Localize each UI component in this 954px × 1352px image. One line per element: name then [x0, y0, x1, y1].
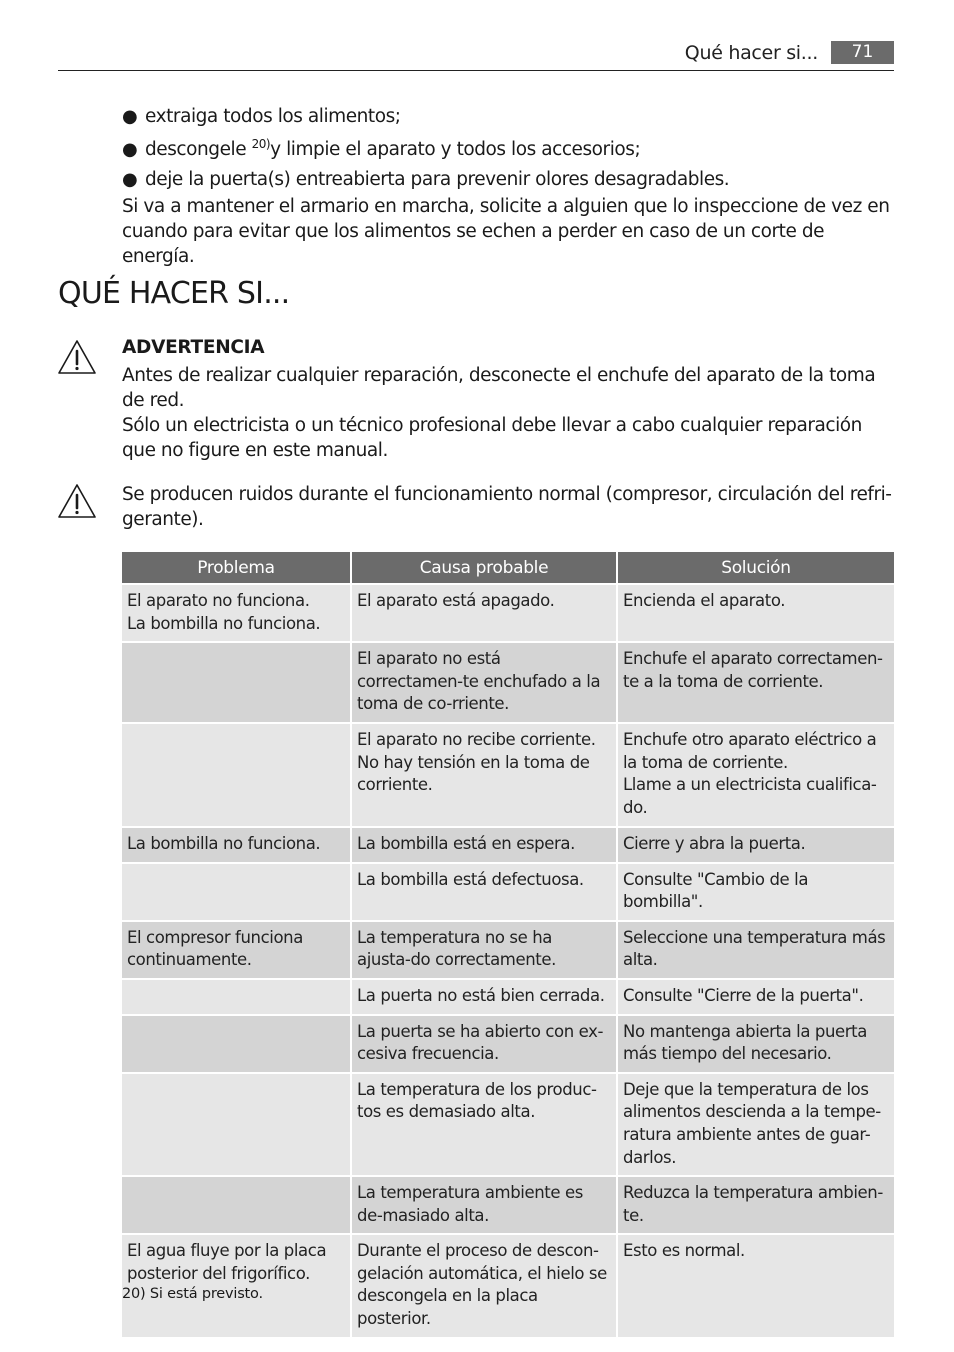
- solution-text: Enchufe el aparato correctamen-te a la toma de corriente.: [623, 649, 883, 691]
- column-header-cause: Causa probable: [352, 552, 616, 583]
- problem-cell: [122, 1016, 350, 1072]
- list-item: [122, 168, 892, 192]
- warning-text: Antes de realizar cualquier reparación, desconecte el enchufe del aparato de la toma de red.: [122, 365, 876, 411]
- solution-text: Reduzca la temperatura ambien-te.: [623, 1183, 883, 1225]
- cause-cell: [352, 1177, 616, 1233]
- table-row: [122, 1177, 894, 1233]
- bullet-icon: ●: [122, 169, 138, 190]
- warning-heading: ADVERTENCIA: [122, 337, 265, 358]
- solution-text: Consulte "Cambio de la bombilla".: [623, 869, 809, 912]
- page-number: 71: [831, 41, 894, 64]
- problem-text: El compresor funciona continuamente.: [127, 927, 303, 970]
- intro-paragraph: Si va a mantener el armario en marcha, solicite a alguien que lo inspeccione de vez en cuando para evitar que los alimentos se echen a perder en caso de un corte de energía.: [122, 196, 890, 267]
- table-header-row: [122, 552, 894, 583]
- table-row: [122, 980, 894, 1014]
- cause-cell: [352, 828, 616, 862]
- list-item: [122, 105, 892, 129]
- running-header: Qué hacer si...: [684, 42, 818, 64]
- cause-text: La temperatura ambiente es de-masiado alta.: [357, 1183, 583, 1225]
- footnote-reference: 20): [251, 137, 271, 151]
- solution-cell: [618, 585, 894, 641]
- cause-cell: [352, 724, 616, 826]
- cause-cell: [352, 1016, 616, 1072]
- table-row: [122, 922, 894, 978]
- table-row: [122, 864, 894, 920]
- table-row: [122, 828, 894, 862]
- cause-text: Durante el proceso de descon-gelación automática, el hielo se descongela en la placa posterior.: [357, 1241, 607, 1329]
- bullet-icon: ●: [122, 106, 138, 127]
- solution-cell: [618, 1235, 894, 1336]
- cause-cell: [352, 1235, 616, 1336]
- bullet-text: extraiga todos los alimentos;: [145, 106, 401, 127]
- table-row: [122, 724, 894, 826]
- solution-text: Encienda el aparato.: [623, 591, 786, 610]
- table-row: [122, 1074, 894, 1175]
- problem-text: La bombilla no funciona.: [127, 833, 321, 853]
- solution-cell: [618, 1177, 894, 1233]
- solution-text: Seleccione una temperatura más alta.: [623, 927, 886, 970]
- problem-cell: [122, 922, 350, 978]
- column-header-problem: Problema: [122, 552, 350, 583]
- cause-cell: [352, 585, 616, 641]
- column-header-solution: Solución: [618, 552, 894, 583]
- solution-text: Deje que la temperatura de los alimentos descienda a la tempe-ratura ambiente antes de guar-darlos.: [623, 1079, 881, 1167]
- cause-text: La temperatura de los produc-tos es demasiado alta.: [357, 1079, 597, 1122]
- solution-cell: [618, 864, 894, 920]
- cause-text: El aparato no está correctamen-te enchufado a la toma de co-rriente.: [357, 649, 601, 714]
- solution-text: Esto es normal.: [623, 1241, 745, 1261]
- solution-cell: [618, 1016, 894, 1072]
- solution-text: Enchufe otro aparato eléctrico a la toma de corriente. Llame a un electricista cualifica-do.: [623, 729, 877, 817]
- cause-cell: [352, 643, 616, 722]
- problem-cell: [122, 864, 350, 920]
- solution-text: Consulte "Cierre de la puerta".: [623, 985, 864, 1005]
- header-rule: [58, 70, 894, 71]
- problem-cell: [122, 828, 350, 862]
- warning-text: Sólo un electricista o un técnico profesional debe llevar a cabo cualquier reparación que no figure en este manual.: [122, 415, 862, 461]
- solution-cell: [618, 828, 894, 862]
- cause-cell: [352, 1074, 616, 1175]
- problem-cell: [122, 980, 350, 1014]
- bullet-icon: ●: [122, 139, 138, 160]
- bullet-text: descongele: [145, 139, 252, 160]
- table-row: [122, 1016, 894, 1072]
- solution-text: No mantenga abierta la puerta más tiempo del necesario.: [623, 1021, 867, 1064]
- troubleshooting-table: [120, 550, 896, 1339]
- table-row: [122, 643, 894, 722]
- cause-text: La temperatura no se ha ajusta-do correctamente.: [357, 927, 556, 970]
- cause-cell: [352, 864, 616, 920]
- cause-text: El aparato está apagado.: [357, 591, 555, 610]
- solution-cell: [618, 724, 894, 826]
- section-title: QUÉ HACER SI...: [58, 276, 290, 311]
- warning-triangle-icon: [57, 483, 97, 519]
- problem-cell: [122, 1074, 350, 1175]
- footnote: 20) Si está previsto.: [122, 1286, 263, 1302]
- cause-cell: [352, 922, 616, 978]
- caution-text: Se producen ruidos durante el funcionamiento normal (compresor, circulación del refri-gerante).: [122, 484, 892, 530]
- cause-cell: [352, 980, 616, 1014]
- problem-cell: [122, 1177, 350, 1233]
- warning-triangle-icon: [57, 339, 97, 375]
- problem-text: El agua fluye por la placa posterior del frigorífico.: [127, 1241, 327, 1283]
- solution-cell: [618, 643, 894, 722]
- intro-bullet-list: [122, 105, 892, 192]
- problem-cell: [122, 724, 350, 826]
- bullet-text: deje la puerta(s) entreabierta para prevenir olores desagradables.: [145, 169, 730, 190]
- problem-cell: [122, 585, 350, 641]
- cause-text: La puerta se ha abierto con ex-cesiva frecuencia.: [357, 1021, 604, 1064]
- solution-cell: [618, 980, 894, 1014]
- cause-text: La puerta no está bien cerrada.: [357, 985, 605, 1005]
- list-item: [122, 138, 892, 162]
- table-row: [122, 585, 894, 641]
- bullet-text: y limpie el aparato y todos los accesorios;: [270, 139, 641, 160]
- solution-text: Cierre y abra la puerta.: [623, 833, 806, 853]
- cause-text: La bombilla está en espera.: [357, 833, 575, 853]
- solution-cell: [618, 922, 894, 978]
- solution-cell: [618, 1074, 894, 1175]
- cause-text: El aparato no recibe corriente. No hay tensión en la toma de corriente.: [357, 729, 596, 795]
- cause-text: La bombilla está defectuosa.: [357, 869, 584, 889]
- problem-cell: [122, 643, 350, 722]
- problem-text: El aparato no funciona. La bombilla no funciona.: [127, 591, 321, 633]
